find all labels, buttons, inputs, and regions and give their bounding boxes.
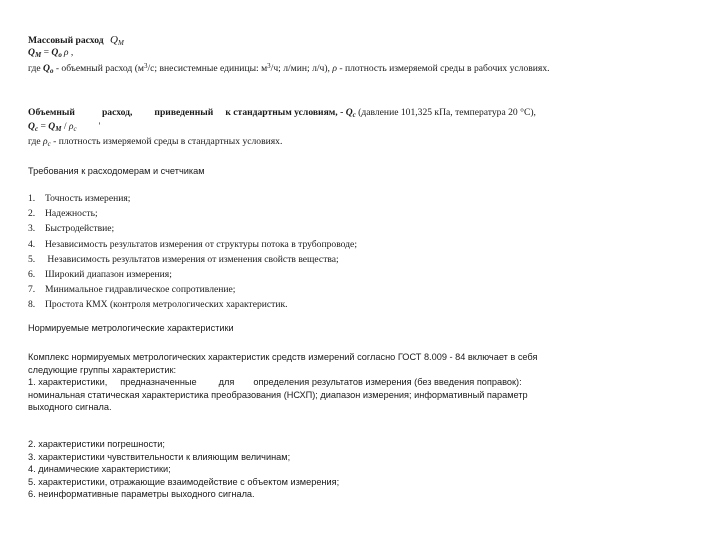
list-item: 6. неинформативные параметры выходного сигнала. [28, 489, 255, 499]
list-item: 1. Точность измерения; [28, 193, 131, 204]
list-item: 4. динамические характеристики; [28, 464, 171, 474]
mass-flow-heading [28, 34, 124, 47]
metrology-intro [28, 351, 668, 414]
volume-flow-heading: Объемный расход, приведенный к стандартным условиям, - $Q_c$ (давление 101,325 кПа, температура 20 °С), [28, 107, 536, 119]
requirements-list [28, 193, 357, 315]
list-item: 4. Независимость результатов измерения от структуры потока в трубопроводе; [28, 238, 357, 250]
mass-flow-definition: где $Q_о$ - объемный расход ($м^3/с$; внесистемные единицы: $м^3/ч$; л/мин; л/ч), ρ - плотность измеряемой среды в рабочих условиях. [28, 62, 550, 75]
volume-flow-formula: $Q_c = Q_M / \rho_c$ ' [28, 121, 101, 133]
volume-flow-definition: где $\rho_c$ - плотность измеряемой среды в стандартных условиях. [28, 136, 283, 148]
requirements-heading: Требования к расходомерам и счетчикам [28, 166, 205, 176]
metrology-heading: Нормируемые метрологические характеристики [28, 323, 234, 333]
metrology-items [28, 438, 668, 501]
mass-flow-symbol: $Q_M$ [110, 34, 124, 47]
list-item: 5. характеристики, отражающие взаимодействие с объектом измерения; [28, 476, 340, 487]
list-item: 8. Простота КМХ (контроля метрологических характеристик. [28, 299, 288, 311]
list-item: 3. характеристики чувствительности к влияющим величинам; [28, 451, 291, 462]
paragraph-line: следующие группы характеристик: [28, 364, 177, 375]
list-item: 6. Широкий диапазон измерения; [28, 268, 172, 280]
mass-flow-title: Массовый расход [28, 35, 104, 46]
list-item: 5. Независимость результатов измерения от изменения свойств вещества; [28, 253, 339, 265]
paragraph-line: выходного сигнала. [28, 402, 112, 412]
list-item: 2. характеристики погрешности; [28, 439, 165, 449]
metrology-item-1: 1. характеристики, предназначенные для определения результатов измерения (без введения поправок): [28, 377, 522, 387]
list-item: 2. Надежность; [28, 208, 98, 220]
mass-flow-formula: $Q_M = Q_o$ ρ , [28, 47, 74, 59]
list-item: 3. Быстродействие; [28, 223, 115, 235]
paragraph-line: Комплекс нормируемых метрологических характеристик средств измерений согласно ГОСТ 8.009 - 84 включает в себя [28, 352, 538, 362]
paragraph-line: номинальная статическая характеристика преобразования (НСХП); диапазон измерения; информативный параметр [28, 389, 528, 400]
list-item: 7. Минимальное гидравлическое сопротивление; [28, 284, 236, 296]
